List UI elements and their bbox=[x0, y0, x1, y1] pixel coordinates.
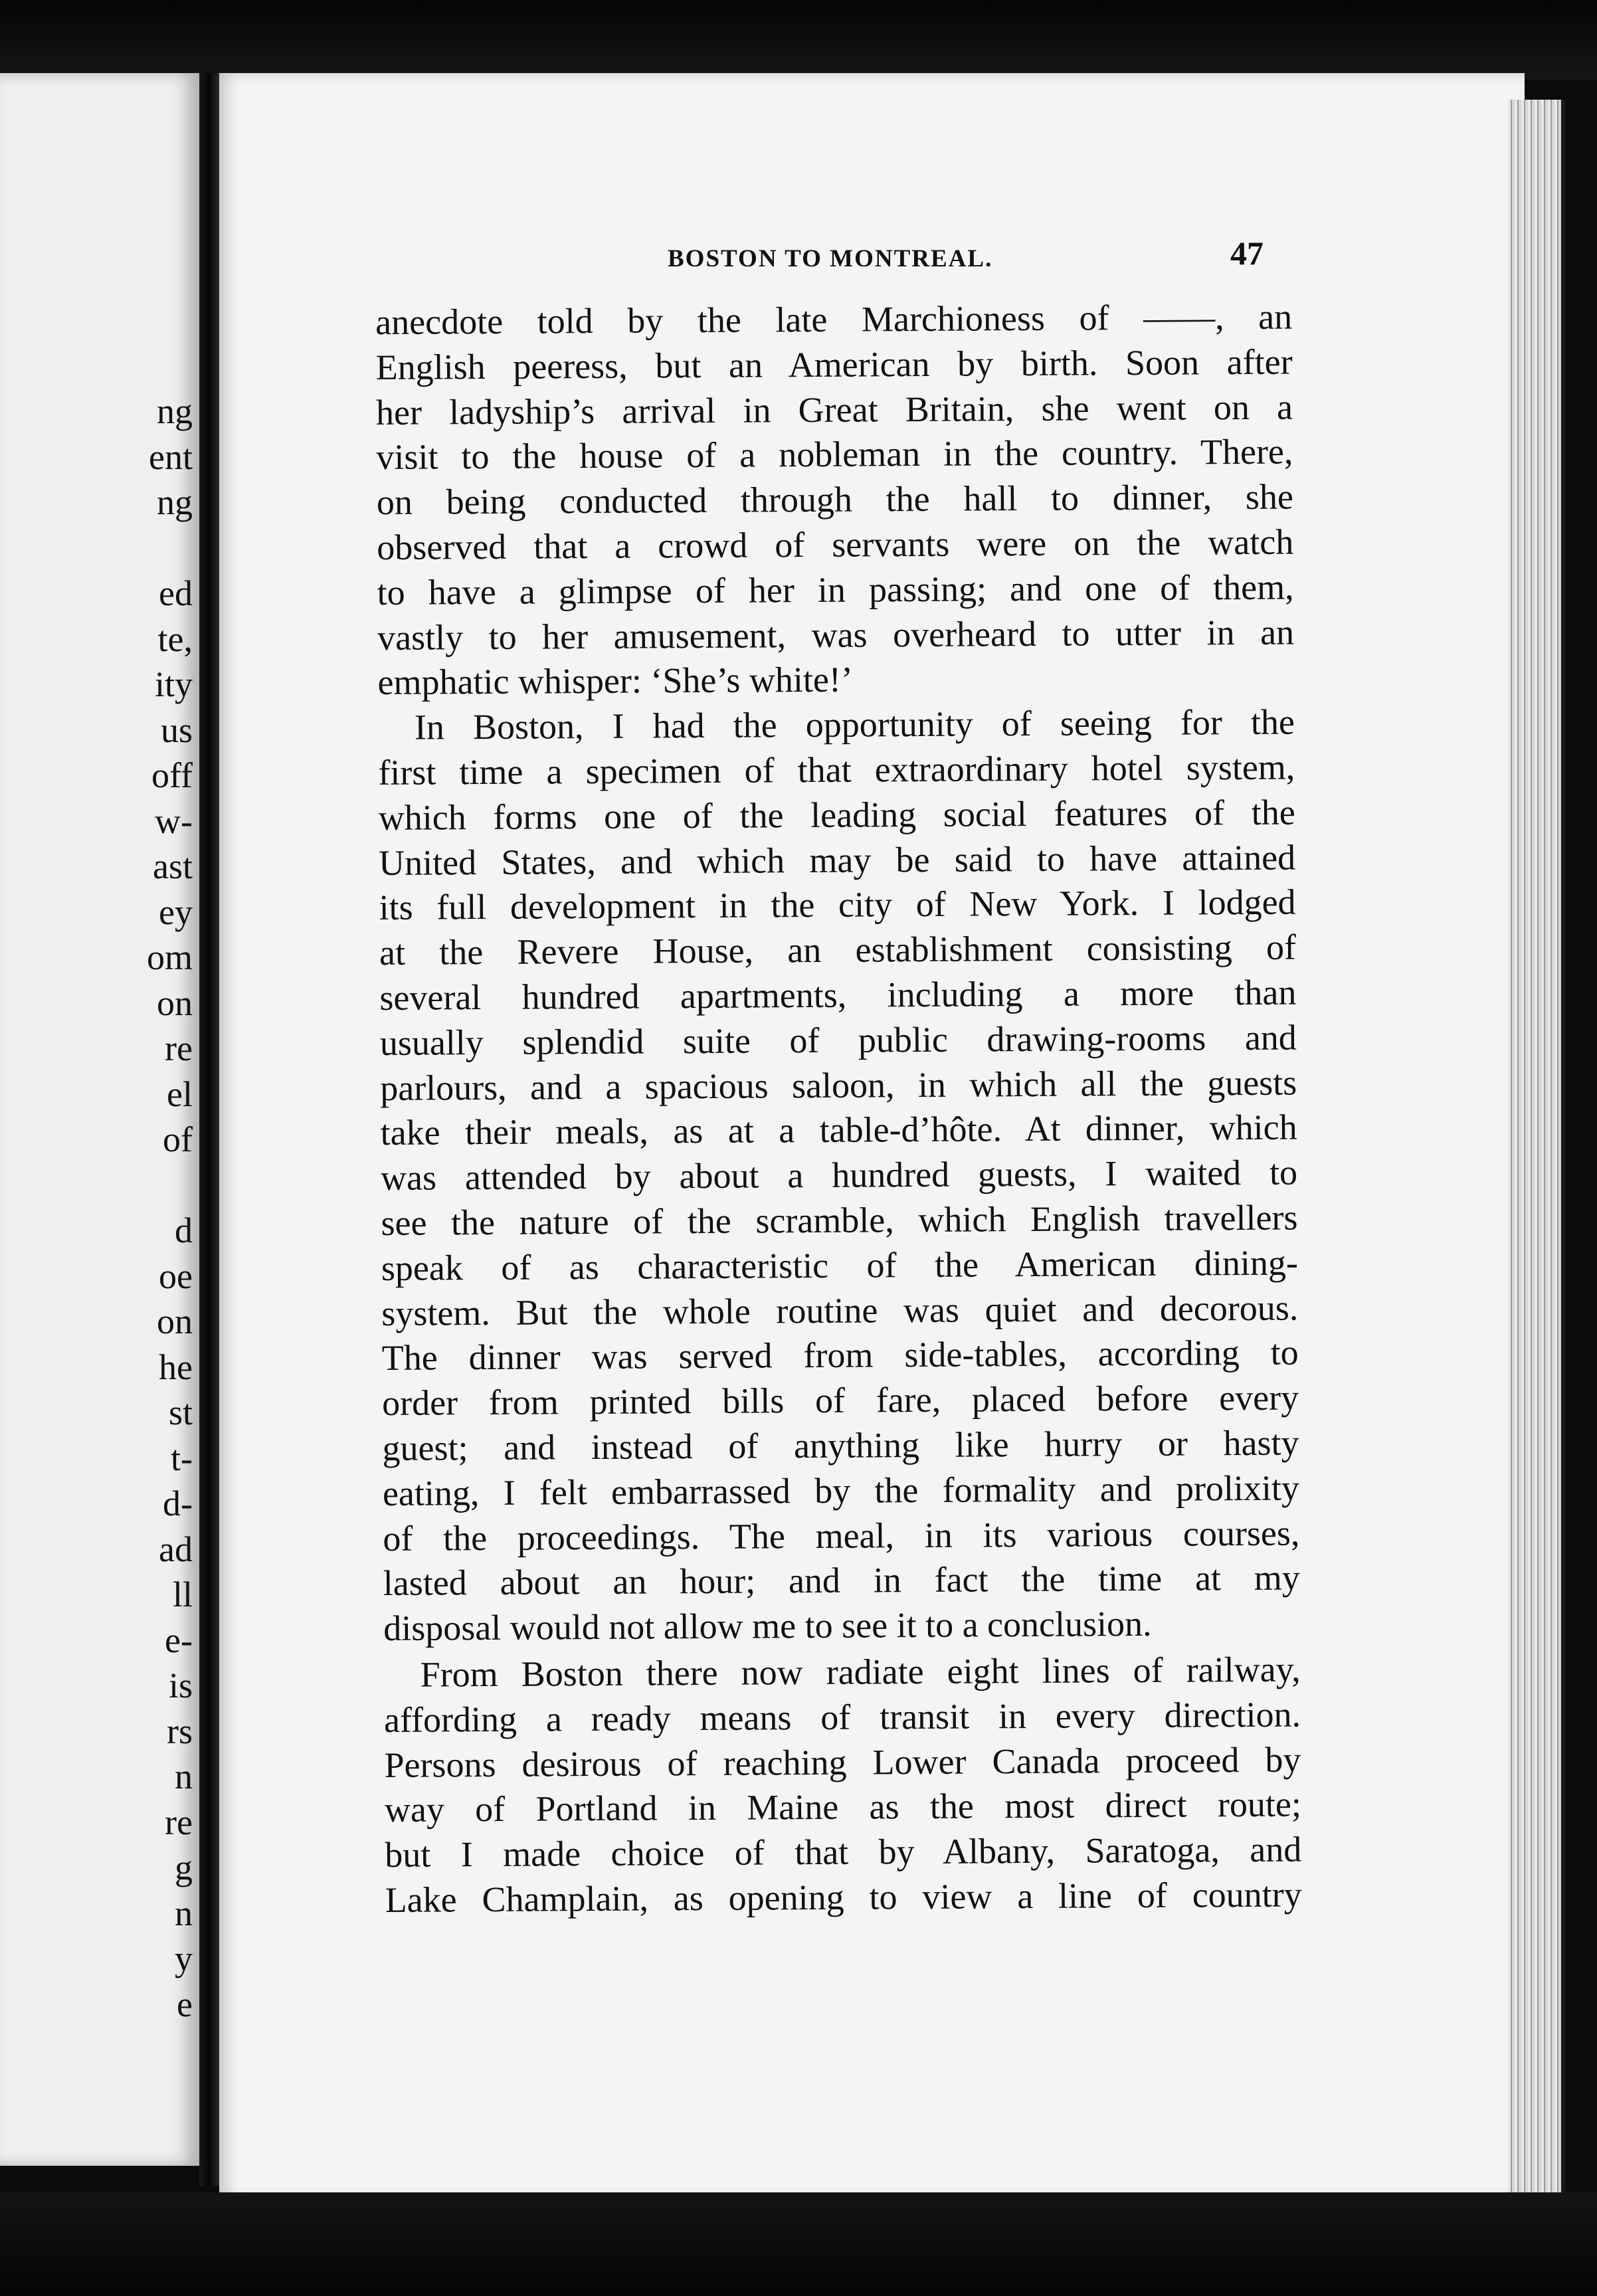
facing-line: re bbox=[165, 1802, 193, 1842]
page-edges bbox=[1508, 100, 1565, 2192]
facing-line: on bbox=[157, 983, 193, 1023]
facing-line: ed bbox=[159, 573, 193, 613]
text-line: of the proceedings. The meal, in its various courses, bbox=[383, 1513, 1300, 1559]
facing-line: off bbox=[151, 755, 193, 795]
text-line: at the Revere House, an establishment consisting of bbox=[379, 927, 1297, 973]
text-line: anecdote told by the late Marchioness of ——, an bbox=[375, 296, 1293, 342]
text-line: lasted about an hour; and in fact the time at my bbox=[383, 1557, 1300, 1604]
facing-line: ng bbox=[157, 391, 193, 431]
facing-line: of bbox=[163, 1119, 193, 1159]
text-line: observed that a crowd of servants were on the watch bbox=[377, 522, 1294, 567]
facing-line: ad bbox=[159, 1529, 193, 1569]
text-line: guest; and instead of anything like hurry or hasty bbox=[382, 1422, 1299, 1468]
facing-line: te, bbox=[157, 619, 193, 659]
book-gutter bbox=[199, 73, 219, 2186]
facing-line: us bbox=[160, 710, 193, 750]
facing-line: el bbox=[167, 1074, 193, 1114]
text-line: The dinner was served from side-tables, according to bbox=[381, 1332, 1299, 1379]
facing-line: t- bbox=[171, 1438, 193, 1478]
scan-background-bottom bbox=[0, 2192, 1597, 2296]
text-line: affording a ready means of transit in every direction. bbox=[383, 1694, 1301, 1740]
text-line: speak of as characteristic of the American dining- bbox=[381, 1242, 1299, 1288]
text-line: disposal would not allow me to see it to a conclusion. bbox=[383, 1604, 1152, 1649]
page-number: 47 bbox=[1230, 235, 1264, 272]
body-text bbox=[375, 295, 1302, 1923]
facing-line: is bbox=[168, 1666, 193, 1705]
text-line: order from printed bills of fare, placed before every bbox=[381, 1377, 1299, 1424]
facing-line: y bbox=[175, 1939, 193, 1978]
text-line: usually splendid suite of public drawing-rooms and bbox=[379, 1017, 1297, 1063]
text-line: eating, I felt embarrassed by the formality and prolixity bbox=[382, 1468, 1300, 1513]
text-line: see the nature of the scramble, which English travellers bbox=[381, 1197, 1298, 1243]
text-line: parlours, and a spacious saloon, in which all the guests bbox=[380, 1062, 1297, 1108]
facing-line: ity bbox=[154, 664, 193, 704]
facing-line bbox=[0, 1163, 193, 1208]
running-header: BOSTON TO MONTREAL. bbox=[668, 245, 993, 272]
facing-line: d bbox=[175, 1210, 193, 1250]
facing-line: e bbox=[177, 1984, 193, 2024]
text-line: From Boston there now radiate eight lines of railway, bbox=[420, 1649, 1301, 1695]
text-line: first time a specimen of that extraordinary hotel system, bbox=[378, 747, 1295, 793]
text-line: system. But the whole routine was quiet and decorous. bbox=[381, 1288, 1299, 1333]
facing-line bbox=[0, 526, 193, 571]
facing-line: n bbox=[175, 1757, 193, 1796]
text-line: several hundred apartments, including a more than bbox=[379, 972, 1297, 1018]
facing-line: re bbox=[165, 1028, 193, 1068]
text-line: English peeress, but an American by birth. Soon after bbox=[375, 341, 1293, 387]
text-line: to have a glimpse of her in passing; and one of them, bbox=[377, 567, 1294, 613]
text-line: on being conducted through the hall to dinner, she bbox=[376, 476, 1294, 523]
facing-line: d- bbox=[163, 1483, 193, 1523]
text-line: take their meals, as at a table-d’hôte. At dinner, which bbox=[380, 1107, 1297, 1153]
facing-line: om bbox=[146, 937, 193, 977]
facing-line: rs bbox=[167, 1711, 193, 1751]
facing-line: ast bbox=[153, 846, 193, 886]
text-line: vastly to her amusement, was overheard to utter in an bbox=[377, 612, 1295, 658]
facing-line: ey bbox=[159, 892, 193, 932]
text-line: but I made choice of that by Albany, Saratoga, and bbox=[385, 1829, 1302, 1875]
facing-line: w- bbox=[155, 801, 193, 841]
text-line: which forms one of the leading social features of the bbox=[378, 792, 1295, 838]
text-line: was attended by about a hundred guests, I waited to bbox=[380, 1152, 1298, 1198]
text-line: way of Portland in Maine as the most direct route; bbox=[384, 1784, 1302, 1830]
facing-page bbox=[0, 73, 199, 2166]
facing-line: ll bbox=[172, 1575, 193, 1614]
facing-line: n bbox=[175, 1893, 193, 1933]
facing-line: oe bbox=[159, 1256, 193, 1296]
text-line: her ladyship’s arrival in Great Britain, she went on a bbox=[375, 387, 1293, 432]
text-line: Lake Champlain, as opening to view a line of country bbox=[385, 1874, 1302, 1920]
text-line: its full development in the city of New York. I lodged bbox=[379, 882, 1296, 928]
facing-line: ng bbox=[157, 482, 193, 522]
text-line: United States, and which may be said to have attained bbox=[378, 837, 1296, 883]
facing-line: g bbox=[175, 1848, 193, 1887]
facing-line: st bbox=[168, 1392, 193, 1432]
text-line: Persons desirous of reaching Lower Canada proceed by bbox=[384, 1739, 1301, 1785]
scan-background-top bbox=[0, 0, 1597, 80]
text-line: In Boston, I had the opportunity of seeing for the bbox=[414, 702, 1295, 747]
facing-line: e- bbox=[165, 1620, 193, 1660]
facing-line: he bbox=[159, 1347, 193, 1387]
facing-line: on bbox=[157, 1301, 193, 1341]
facing-page-text bbox=[0, 389, 193, 2027]
text-line: emphatic whisper: ‘She’s white!’ bbox=[377, 659, 854, 703]
text-line: visit to the house of a nobleman in the country. There, bbox=[376, 431, 1293, 478]
facing-line: ent bbox=[149, 436, 193, 477]
